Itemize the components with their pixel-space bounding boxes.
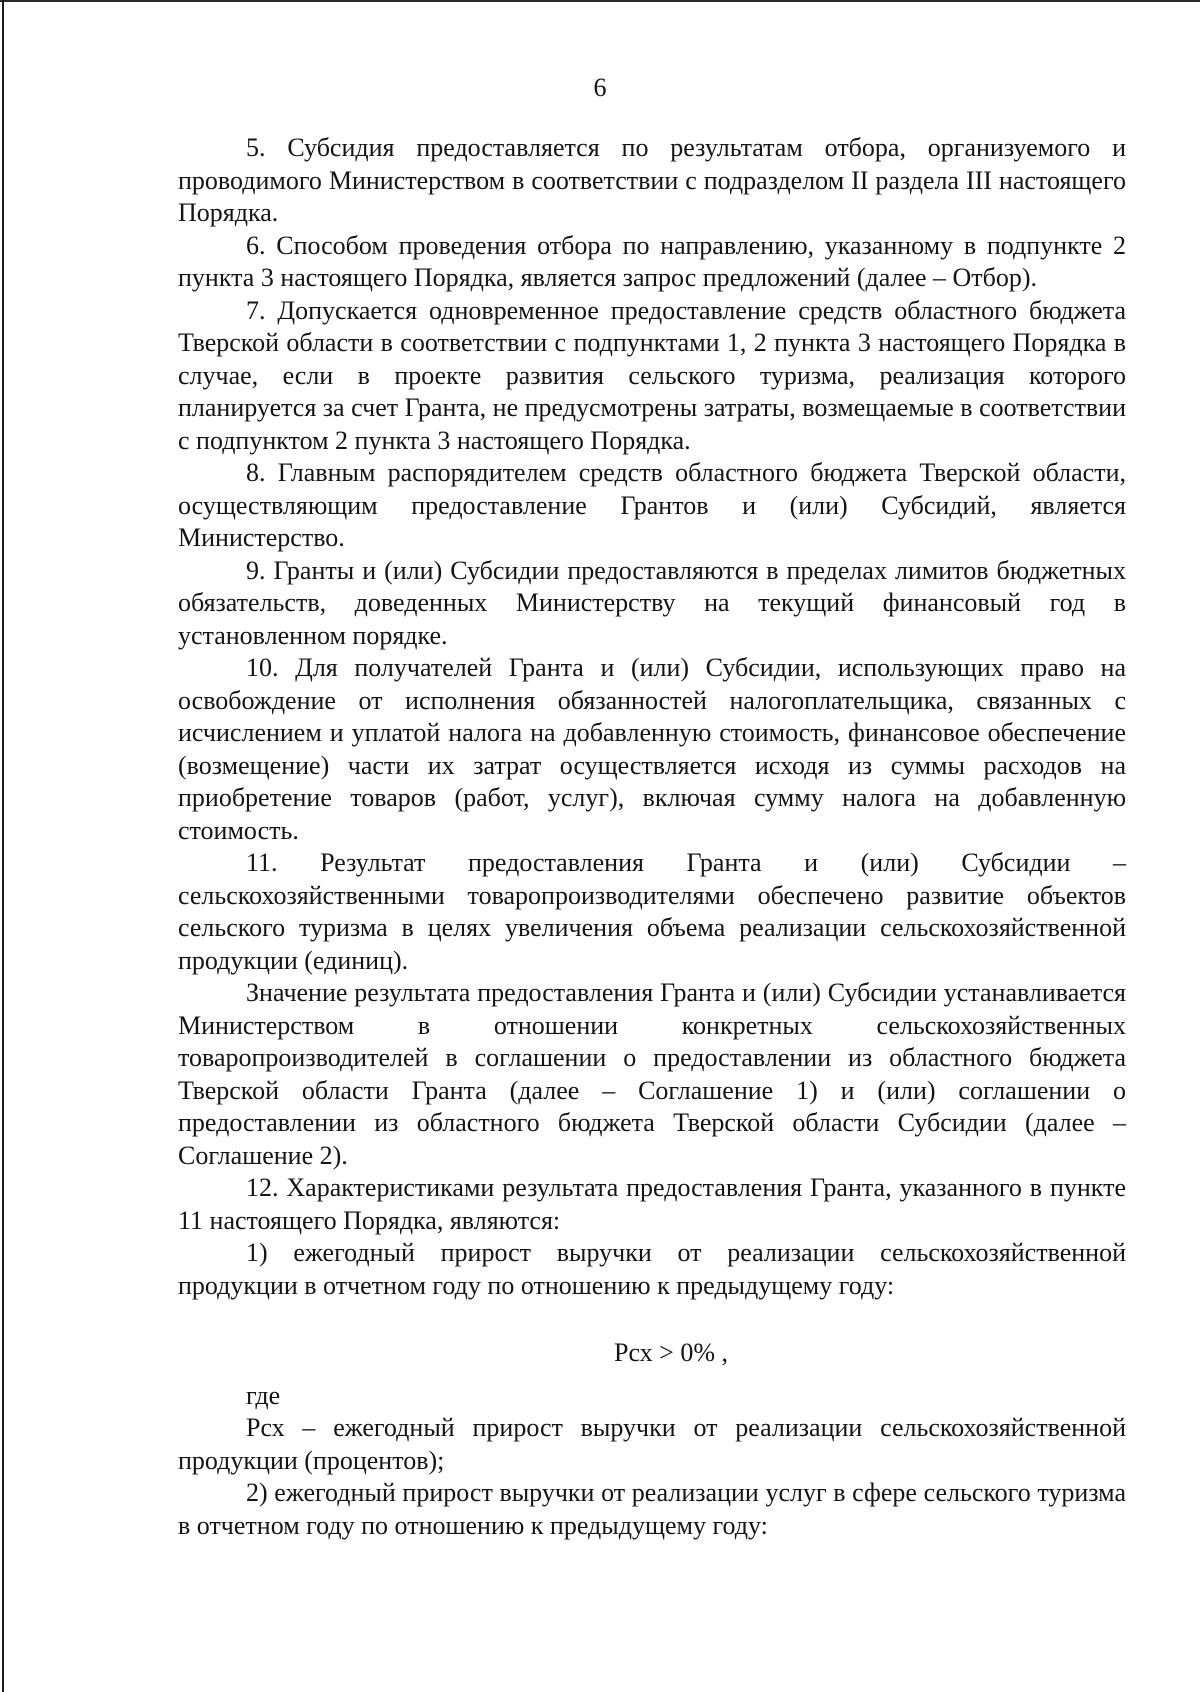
scan-edge-top — [0, 0, 1200, 2]
paragraph-item-11: 11. Результат предоставления Гранта и (или) Субсидии – сельскохозяйственными товаропроизводителями обеспечено развитие объектов сельского туризма в целях увеличения объема реализации сельскохозяйственной продукции (единиц). — [178, 848, 1126, 975]
paragraph-item-9: 9. Гранты и (или) Субсидии предоставляются в пределах лимитов бюджетных обязательств, доведенных Министерству на текущий финансовый год в установленном порядке. — [178, 555, 1126, 650]
formula-rsh: Рсх > 0% , — [614, 1338, 728, 1367]
paragraph-item-8: 8. Главным распорядителем средств областного бюджета Тверской области, осуществляющим предоставление Грантов и (или) Субсидий, является Министерство. — [178, 458, 1126, 552]
paragraph-subitem-2: 2) ежегодный прирост выручки от реализации услуг в сфере сельского туризма в отчетном году по отношению к предыдущему году: — [178, 1478, 1126, 1540]
document-body — [178, 132, 1126, 1542]
scan-edge-left — [2, 0, 4, 1692]
paragraph-item-5: 5. Субсидия предоставляется по результатам отбора, организуемого и проводимого Министерством в соответствии с подразделом II раздела III настоящего Порядка. — [178, 133, 1126, 227]
page-number: 6 — [593, 73, 607, 102]
paragraph-item-7: 7. Допускается одновременное предоставление средств областного бюджета Тверской области в соответствии с подпунктами 1, 2 пункта 3 настоящего Порядка в случае, если в проекте развития сельского туризма, реализация которого планируется за счет Гранта, не предусмотрены затраты, возмещаемые в соответствии с подпунктом 2 пункта 3 настоящего Порядка. — [178, 295, 1126, 455]
paragraph-item-10: 10. Для получателей Гранта и (или) Субсидии, использующих право на освобождение от исполнения обязанностей налогоплательщика, связанных с исчислением и уплатой налога на добавленную стоимость, финансовое обеспечение (возмещение) части их затрат осуществляется исходя из суммы расходов на приобретение товаров (работ, услуг), включая сумму налога на добавленную стоимость. — [178, 653, 1126, 845]
paragraph-item-12: 12. Характеристиками результата предоставления Гранта, указанного в пункте 11 настоящего Порядка, являются: — [178, 1173, 1126, 1235]
paragraph-rsh-definition: Рсх – ежегодный прирост выручки от реализации сельскохозяйственной продукции (процентов); — [178, 1413, 1126, 1475]
paragraph-subitem-1: 1) ежегодный прирост выручки от реализации сельскохозяйственной продукции в отчетном году по отношению к предыдущему году: — [178, 1238, 1126, 1300]
paragraph-item-6: 6. Способом проведения отбора по направлению, указанному в подпункте 2 пункта 3 настоящего Порядка, является запрос предложений (далее – Отбор). — [178, 230, 1126, 292]
paragraph-result-value: Значение результата предоставления Гранта и (или) Субсидии устанавливается Министерством в отношении конкретных сельскохозяйственных товаропроизводителей в соглашении о предоставлении из областного бюджета Тверской области Гранта (далее – Соглашение 1) и (или) соглашении о предоставлении из областного бюджета Тверской области Субсидии (далее – Соглашение 2). — [178, 978, 1126, 1170]
where-label: где — [246, 1380, 281, 1410]
